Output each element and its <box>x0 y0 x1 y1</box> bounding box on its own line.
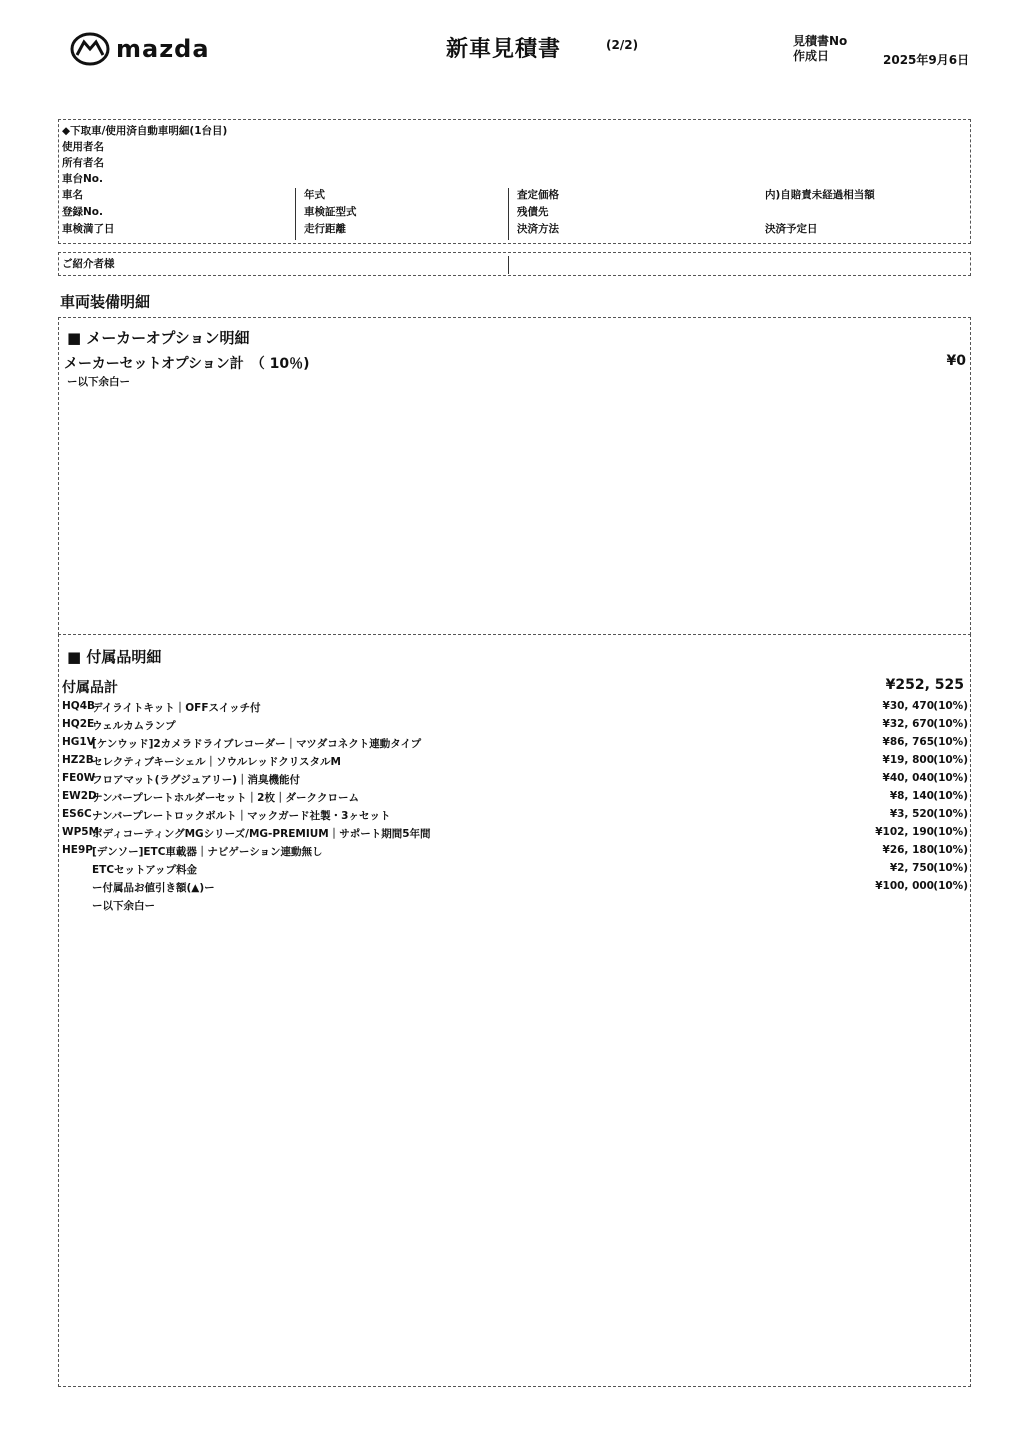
accessories-title: ■ 付属品明細 <box>67 648 162 666</box>
item-tax: (10%) <box>933 862 968 874</box>
item-price: ¥26, 180 <box>882 844 934 856</box>
item-name: ー付属品お値引き額(▲)ー <box>92 882 215 894</box>
created-label: 作成日 <box>793 49 830 63</box>
list-item <box>62 844 972 862</box>
item-code: HZ2B <box>62 754 94 766</box>
item-tax: (10%) <box>933 772 968 784</box>
mazda-logo <box>70 30 220 68</box>
item-name: フロアマット(ラグジュアリー)｜消臭機能付 <box>92 774 301 786</box>
trade-in-heading: ◆下取車/使用済自動車明細(1台目) <box>62 125 228 137</box>
user-label: 使用者名 <box>62 141 104 153</box>
appraisal-price-label: 査定価格 <box>517 189 559 201</box>
item-price: ¥100, 000 <box>875 880 934 892</box>
item-price: ¥32, 670 <box>882 718 934 730</box>
item-price: ¥30, 470 <box>882 700 934 712</box>
accessories-box <box>58 634 971 1387</box>
item-tax: (10%) <box>933 790 968 802</box>
payment-method-label: 決済方法 <box>517 223 559 235</box>
list-item <box>62 898 972 916</box>
item-price: ¥3, 520 <box>889 808 934 820</box>
item-price: ¥86, 765 <box>882 736 934 748</box>
item-code: WP5M <box>62 826 100 838</box>
item-name: ウェルカムランプ <box>92 720 176 732</box>
document-title: 新車見積書 <box>446 37 562 62</box>
inspection-expiry-label: 車検満了日 <box>62 223 115 235</box>
list-item <box>62 772 972 790</box>
item-name: [ケンウッド]2カメラドライブレコーダー｜マツダコネクト連動タイプ <box>92 738 422 750</box>
item-code: EW2D <box>62 790 97 802</box>
list-item <box>62 808 972 826</box>
item-price: ¥40, 040 <box>882 772 934 784</box>
remaining-debt-label: 残債先 <box>517 206 549 218</box>
item-code: HQ2E <box>62 718 95 730</box>
item-tax: (10%) <box>933 808 968 820</box>
item-price: ¥2, 750 <box>889 862 934 874</box>
item-name: セレクティブキーシェル｜ソウルレッドクリスタルM <box>92 756 341 768</box>
inspection-model-label: 車検証型式 <box>304 206 357 218</box>
maker-options-remainder: ー以下余白ー <box>67 376 130 388</box>
list-item <box>62 862 972 880</box>
owner-label: 所有者名 <box>62 157 104 169</box>
car-name-label: 車名 <box>62 189 83 201</box>
item-name: ETCセットアップ料金 <box>92 864 197 876</box>
chassis-label: 車台No. <box>62 173 103 185</box>
list-item <box>62 754 972 772</box>
maker-set-option-total: ¥0 <box>946 353 966 369</box>
item-price: ¥8, 140 <box>889 790 934 802</box>
item-code: FE0W <box>62 772 96 784</box>
accessories-total-label: 付属品計 <box>62 680 118 696</box>
estimate-no-label: 見積書No <box>793 34 848 48</box>
item-price: ¥102, 190 <box>875 826 934 838</box>
page-number: (2/2) <box>606 38 639 52</box>
item-name: ナンバープレートロックボルト｜マックガード社製・3ヶセット <box>92 810 391 822</box>
maker-options-title: ■ メーカーオプション明細 <box>67 329 250 347</box>
list-item <box>62 790 972 808</box>
item-tax: (10%) <box>933 844 968 856</box>
item-name: [デンソー]ETC車載器｜ナビゲーション連動無し <box>92 846 323 858</box>
item-name: ー以下余白ー <box>92 900 155 912</box>
item-tax: (10%) <box>933 718 968 730</box>
accessories-total-value: ¥252, 525 <box>885 677 964 693</box>
item-name: ナンバープレートホルダーセット｜2枚｜ダーククローム <box>92 792 359 804</box>
trade-in-box <box>58 119 971 244</box>
item-code: HE9P <box>62 844 93 856</box>
item-name: ボディコーティングMGシリーズ/MG-PREMIUM｜サポート期間5年間 <box>92 828 431 840</box>
payment-date-label: 決済予定日 <box>765 223 818 235</box>
item-tax: (10%) <box>933 826 968 838</box>
item-name: デイライトキット｜OFFスイッチ付 <box>92 702 261 714</box>
accessories-list <box>62 700 972 930</box>
item-price: ¥19, 800 <box>882 754 934 766</box>
liability-insurance-label: 内)自賠責未経過相当額 <box>765 189 875 201</box>
introducer-label: ご紹介者様 <box>62 258 115 270</box>
item-tax: (10%) <box>933 700 968 712</box>
item-tax: (10%) <box>933 880 968 892</box>
created-date: 2025年9月6日 <box>883 53 970 67</box>
list-item <box>62 700 972 718</box>
item-tax: (10%) <box>933 736 968 748</box>
list-item <box>62 736 972 754</box>
mileage-label: 走行距離 <box>304 223 346 235</box>
list-item <box>62 718 972 736</box>
list-item <box>62 880 972 898</box>
maker-set-option-label: メーカーセットオプション計 （ 10％) <box>64 356 310 372</box>
maker-options-box <box>58 317 971 635</box>
introducer-box <box>58 252 971 276</box>
registration-label: 登録No. <box>62 206 103 218</box>
equipment-heading: 車両装備明細 <box>60 293 151 311</box>
model-year-label: 年式 <box>304 189 325 201</box>
list-item <box>62 826 972 844</box>
item-code: HQ4B <box>62 700 96 712</box>
item-code: ES6C <box>62 808 92 820</box>
brand-wordmark: mazda <box>116 35 210 63</box>
item-tax: (10%) <box>933 754 968 766</box>
item-code: HG1V <box>62 736 95 748</box>
